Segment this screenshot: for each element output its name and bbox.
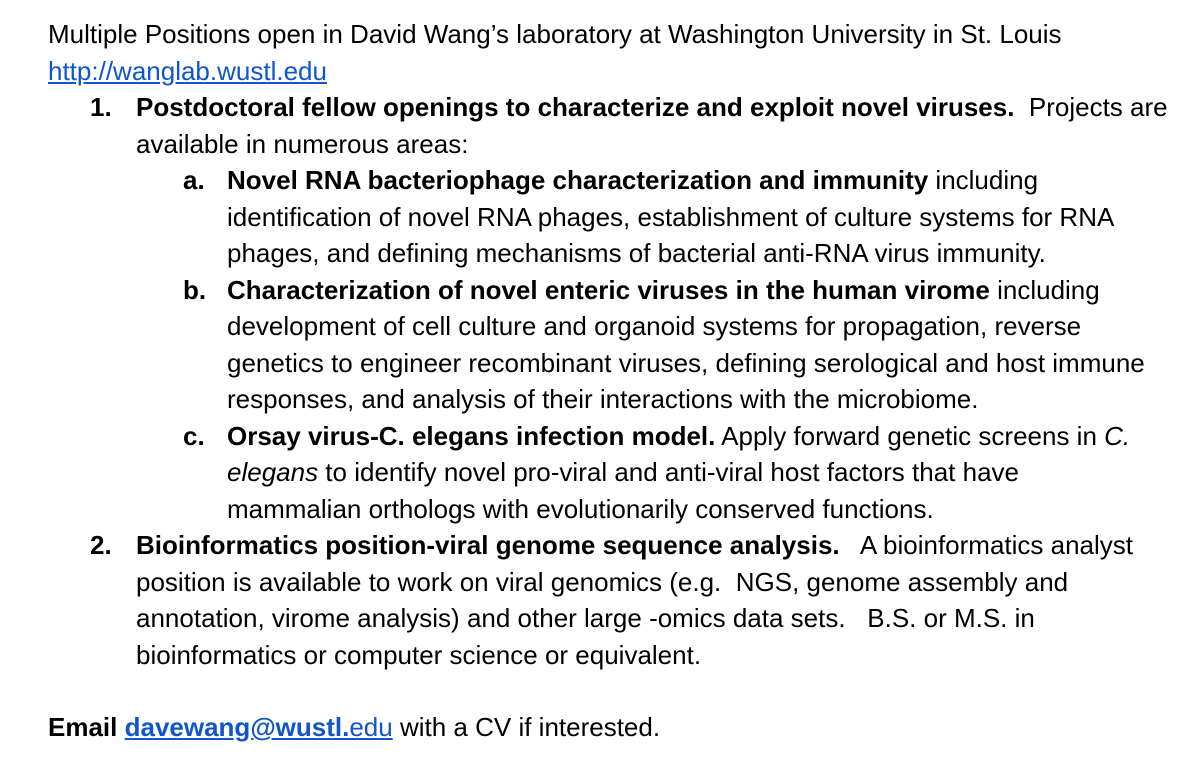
subitem-b xyxy=(48,272,1196,418)
subitem-text: including xyxy=(989,274,1100,305)
email-link-bold: davewang@wustl. xyxy=(124,712,350,742)
subitem-text: including xyxy=(928,165,1039,195)
item-number: 2. xyxy=(90,530,112,560)
subitem-text: identification of novel RNA phages, establishment of culture systems for RNA xyxy=(227,201,1115,232)
subitem-text: phages, and defining mechanisms of bacterial anti-RNA virus immunity. xyxy=(227,238,1046,268)
position-item-1 xyxy=(48,89,1196,162)
item-text: annotation, virome analysis) and other large -omics data sets. B.S. or M.S. in xyxy=(136,603,1035,633)
job-posting-document xyxy=(48,16,1196,746)
subitem-letter: c. xyxy=(183,420,205,451)
position-item-2 xyxy=(48,527,1196,673)
item-heading: Postdoctoral fellow openings to characterize and exploit novel viruses. xyxy=(136,92,1015,122)
email-link-regular: edu xyxy=(349,712,393,742)
email-label: Email xyxy=(48,712,118,742)
subitem-heading: Characterization of novel enteric viruses in the human virome xyxy=(227,274,990,305)
item-number: 1. xyxy=(90,92,112,122)
subitem-text: development of cell culture and organoid systems for propagation, reverse xyxy=(227,311,1082,341)
page-title: Multiple Positions open in David Wang’s laboratory at Washington University in St. Louis xyxy=(48,19,1062,49)
subitem-text: Apply forward genetic screens in xyxy=(715,420,1105,451)
subitem-text: mammalian orthologs with evolutionarily conserved functions. xyxy=(227,493,934,524)
subitem-text: to identify novel pro-viral and anti-viral host factors that have xyxy=(318,457,1019,487)
item-text: position is available to work on viral genomics (e.g. NGS, genome assembly and xyxy=(136,566,1069,597)
lab-website-link[interactable]: http://wanglab.wustl.edu xyxy=(48,55,327,86)
item-text: Projects are xyxy=(1014,92,1168,122)
subitem-a xyxy=(48,162,1196,272)
spacer xyxy=(48,673,1196,709)
subitem-text: genetics to engineer recombinant viruses, defining serological and host immune xyxy=(227,347,1145,378)
subitem-heading: Novel RNA bacteriophage characterization and immunity xyxy=(227,165,929,195)
subitem-letter: a. xyxy=(183,165,205,195)
item-text: bioinformatics or computer science or equivalent. xyxy=(136,639,702,670)
subitem-text: responses, and analysis of their interactions with the microbiome. xyxy=(227,384,979,414)
subitem-c xyxy=(48,418,1196,528)
subitem-letter: b. xyxy=(183,274,207,305)
item-text: A bioinformatics analyst xyxy=(839,530,1134,560)
species-name-italic: C. xyxy=(1104,420,1131,451)
item-text: available in numerous areas: xyxy=(136,128,469,159)
subitem-heading: Orsay virus-C. elegans infection model. xyxy=(227,420,716,451)
contact-line xyxy=(48,709,1196,746)
item-heading: Bioinformatics position-viral genome sequence analysis. xyxy=(136,530,840,560)
email-link[interactable] xyxy=(125,712,393,742)
species-name-italic: elegans xyxy=(227,457,319,487)
contact-text: with a CV if interested. xyxy=(392,712,661,742)
